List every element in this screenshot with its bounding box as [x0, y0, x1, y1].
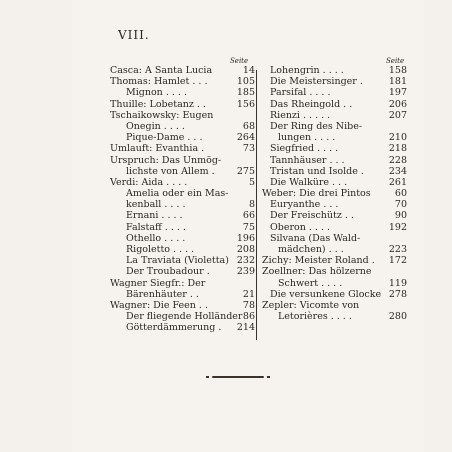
entry-title: Der fliegende Holländer: [126, 311, 243, 323]
index-entry: [262, 311, 407, 322]
entry-page-number: 75: [242, 221, 255, 233]
index-entry: [262, 222, 407, 233]
index-entry: [262, 278, 407, 289]
seite-label-left: Seite: [230, 57, 249, 65]
entry-page-number: 207: [388, 109, 407, 121]
index-entry: [110, 65, 255, 76]
entry-title: Zepler: Vicomte von: [262, 299, 360, 311]
entry-title: Casca: A Santa Lucia: [110, 65, 213, 76]
index-entry: [262, 300, 407, 311]
entry-title: Thuille: Lobetanz . .: [110, 98, 206, 110]
index-column-left: [110, 65, 255, 334]
entry-title: Tannhäuser . . .: [270, 154, 345, 166]
entry-title: Mignon . . . .: [126, 87, 187, 99]
entry-title: lichste von Allem .: [126, 165, 215, 177]
entry-title: Tschaikowsky: Eugen: [110, 109, 214, 121]
entry-title: Wagner: Die Feen . .: [110, 299, 208, 311]
entry-page-number: 70: [394, 199, 407, 211]
entry-page-number: 264: [236, 132, 255, 144]
entry-page-number: 158: [388, 65, 407, 76]
entry-title: Zichy: Meister Roland .: [262, 255, 375, 267]
entry-page-number: 181: [388, 76, 407, 88]
index-entry: [110, 87, 255, 98]
entry-title: Die versunkene Glocke: [270, 288, 382, 300]
entry-title: Zoellner: Das hölzerne: [262, 266, 372, 278]
index-entry: [110, 132, 255, 143]
entry-page-number: 208: [236, 244, 255, 255]
index-entry: [110, 311, 255, 322]
index-entry: [262, 155, 407, 166]
entry-page-number: 86: [242, 311, 255, 323]
entry-title: kenball . . . .: [126, 199, 186, 211]
column-divider: [256, 70, 257, 340]
entry-page-number: 60: [394, 188, 407, 200]
index-entry: [110, 110, 255, 121]
index-entry: [262, 199, 407, 210]
index-entry: [110, 199, 255, 210]
entry-page-number: 232: [236, 255, 255, 267]
entry-title: Tristan und Isolde .: [270, 165, 364, 177]
entry-title: Thomas: Hamlet . . .: [110, 76, 208, 88]
index-entry: [110, 177, 255, 188]
index-entry: [110, 76, 255, 87]
entry-title: Der Troubadour .: [126, 266, 210, 278]
index-entry: [110, 244, 255, 255]
entry-title: Bärenhäuter . .: [126, 288, 199, 300]
entry-page-number: 214: [236, 322, 255, 334]
entry-page-number: 239: [236, 266, 255, 278]
entry-title: Rigoletto . . . .: [126, 244, 195, 255]
index-entry: [262, 166, 407, 177]
index-entry: [262, 143, 407, 154]
entry-title: Der Freischütz . .: [270, 210, 354, 222]
entry-page-number: 5: [248, 176, 255, 188]
page-number-header: VIII.: [118, 28, 150, 42]
entry-title: Der Ring des Nibe-: [270, 120, 363, 132]
index-entry: [262, 121, 407, 132]
entry-title: mädchen) . . .: [278, 244, 344, 255]
index-entry: [262, 244, 407, 255]
entry-title: Wagner Siegfr.: Der: [110, 277, 206, 289]
entry-page-number: 73: [242, 143, 255, 155]
entry-title: Euryanthe . . .: [270, 199, 339, 211]
index-entry: [262, 210, 407, 221]
entry-title: Amelia oder ein Mas-: [126, 188, 229, 200]
index-entry: [110, 322, 255, 333]
entry-page-number: 234: [388, 165, 407, 177]
entry-title: Rienzi . . . . .: [270, 109, 331, 121]
entry-title: Falstaff . . . .: [126, 221, 186, 233]
index-entry: [262, 76, 407, 87]
entry-title: Silvana (Das Wald-: [270, 232, 361, 244]
entry-page-number: 105: [236, 76, 255, 88]
decorative-rule: [212, 376, 264, 378]
entry-page-number: 156: [236, 98, 255, 110]
entry-title: Oberon . . . .: [270, 221, 331, 233]
entry-title: Umlauft: Evanthia .: [110, 143, 205, 155]
index-entry: [110, 155, 255, 166]
entry-title: Pique-Dame . . .: [126, 132, 203, 144]
entry-title: Die Meistersinger .: [270, 76, 363, 88]
entry-page-number: 197: [388, 87, 407, 99]
entry-page-number: 68: [242, 120, 255, 132]
index-entry: [110, 166, 255, 177]
index-entry: [110, 233, 255, 244]
entry-title: Das Rheingold . .: [270, 98, 353, 110]
entry-title: Onegin . . . .: [126, 120, 185, 132]
index-entry: [110, 300, 255, 311]
index-entry: [262, 233, 407, 244]
entry-title: Letorières . . . .: [278, 311, 352, 323]
index-entry: [110, 188, 255, 199]
entry-page-number: 90: [394, 210, 407, 222]
entry-page-number: 196: [236, 232, 255, 244]
index-entry: [110, 121, 255, 132]
entry-page-number: 185: [236, 87, 255, 99]
entry-title: La Traviata (Violetta): [126, 255, 229, 267]
index-entry: [110, 266, 255, 277]
entry-page-number: 278: [388, 288, 407, 300]
entry-title: Schwert . . . .: [278, 277, 343, 289]
index-entry: [262, 132, 407, 143]
entry-page-number: 223: [388, 244, 407, 255]
entry-page-number: 261: [388, 176, 407, 188]
entry-title: Verdi: Aida . . . .: [110, 176, 188, 188]
index-entry: [110, 143, 255, 154]
entry-title: Parsifal . . . .: [270, 87, 331, 99]
entry-title: Die Walküre . . .: [270, 176, 348, 188]
entry-page-number: 206: [388, 98, 407, 110]
entry-title: Urspruch: Das Unmög-: [110, 154, 222, 166]
index-entry: [262, 65, 407, 76]
index-entry: [262, 289, 407, 300]
entry-page-number: 275: [236, 165, 255, 177]
entry-page-number: 14: [242, 65, 255, 76]
index-entry: [262, 177, 407, 188]
entry-title: Lohengrin . . . .: [270, 65, 344, 76]
index-entry: [262, 255, 407, 266]
index-entry: [110, 99, 255, 110]
entry-page-number: 21: [242, 288, 255, 300]
index-entry: [110, 278, 255, 289]
entry-title: lungen . . . .: [278, 132, 336, 144]
index-entry: [110, 289, 255, 300]
index-entry: [262, 99, 407, 110]
entry-title: Götterdämmerung .: [126, 322, 222, 334]
entry-page-number: 228: [388, 154, 407, 166]
index-entry: [262, 266, 407, 277]
entry-title: Othello . . . .: [126, 232, 186, 244]
index-column-right: [262, 65, 407, 322]
entry-title: Ernani . . . .: [126, 210, 183, 222]
entry-page-number: 66: [242, 210, 255, 222]
index-entry: [110, 255, 255, 266]
index-entry: [262, 188, 407, 199]
entry-page-number: 280: [388, 311, 407, 323]
index-entry: [110, 222, 255, 233]
entry-page-number: 192: [388, 221, 407, 233]
seite-label-right: Seite: [386, 57, 405, 65]
index-entry: [110, 210, 255, 221]
entry-page-number: 119: [388, 277, 407, 289]
entry-page-number: 218: [388, 143, 407, 155]
entry-title: Siegfried . . . .: [270, 143, 339, 155]
entry-title: Weber: Die drei Pintos: [262, 188, 371, 200]
entry-page-number: 8: [248, 199, 255, 211]
index-entry: [262, 110, 407, 121]
index-entry: [262, 87, 407, 98]
entry-page-number: 172: [388, 255, 407, 267]
entry-page-number: 78: [242, 299, 255, 311]
entry-page-number: 210: [388, 132, 407, 144]
